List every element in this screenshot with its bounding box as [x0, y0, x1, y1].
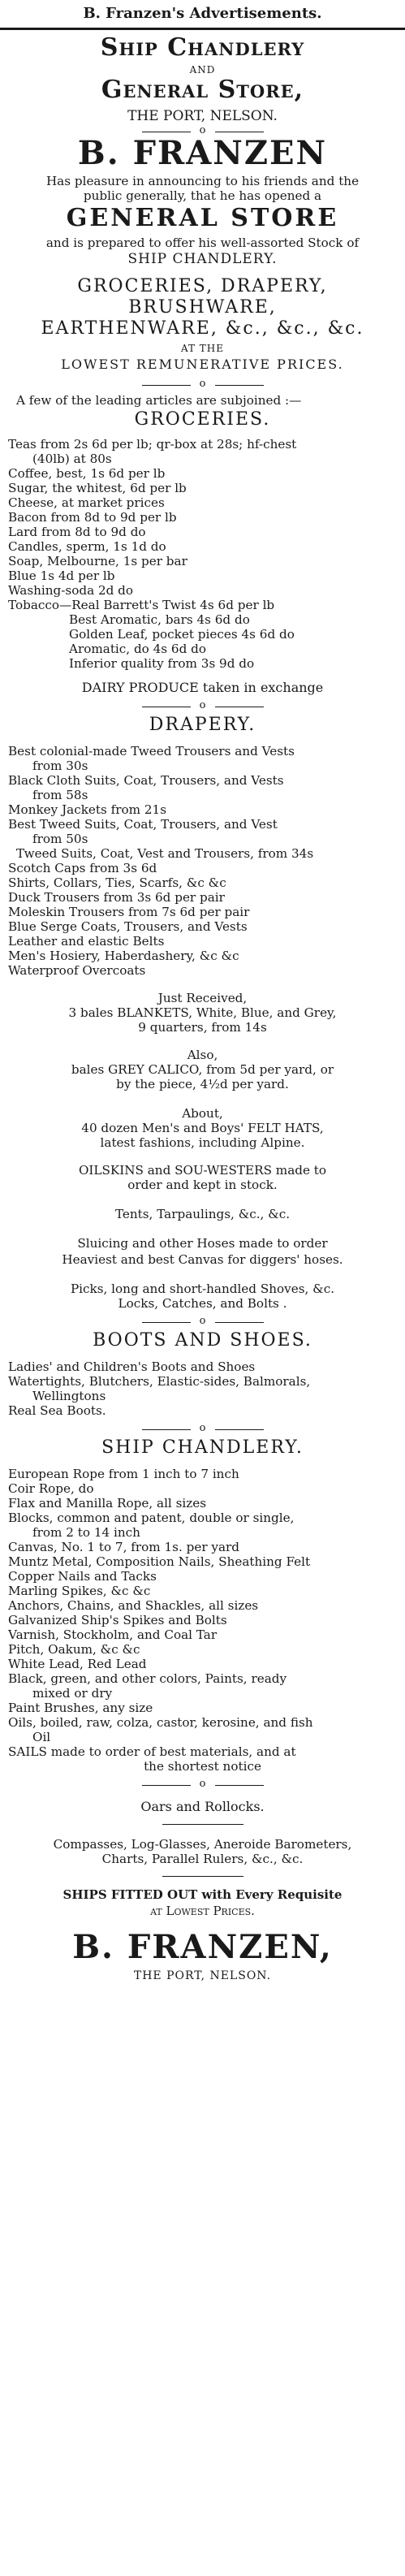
general-store-heading: GENERAL STORE [66, 204, 339, 232]
page-header: B. Franzen's Advertisements. [83, 5, 322, 22]
blankets-line: 9 quarters, from 14s [138, 1020, 267, 1035]
drapery-item: Moleskin Trousers from 7s 6d per pair [8, 905, 250, 919]
drapery-item: Duck Trousers from 3s 6d per pair [8, 890, 225, 905]
chandlery-item: Varnish, Stockholm, and Coal Tar [8, 1627, 218, 1642]
grocery-item: Coffee, best, 1s 6d per lb [8, 466, 166, 481]
drapery-item: Monkey Jackets from 21s [8, 802, 167, 817]
boots-heading: BOOTS AND SHOES. [93, 1330, 312, 1351]
separator-mark: o [199, 1778, 206, 1790]
drapery-item: Best colonial-made Tweed Trousers and Vests [8, 744, 295, 759]
felt-hats-line: 40 dozen Men's and Boys' FELT HATS, [81, 1121, 324, 1135]
tents-line: Tents, Tarpaulings, &c., &c. [114, 1207, 291, 1221]
chandlery-item: SAILS made to order of best materials, and at [8, 1744, 296, 1759]
tobacco-item: Aromatic, do 4s 6d do [69, 642, 207, 656]
drapery-item: from 58s [32, 788, 88, 802]
drapery-item: from 50s [32, 832, 88, 846]
title-general-store: General Store, [101, 76, 304, 104]
felt-hats-line: latest fashions, including Alpine. [100, 1135, 305, 1150]
chandlery-item: Oils, boiled, raw, colza, castor, kerosine, and fish [8, 1715, 313, 1730]
chandlery-item: White Lead, Red Lead [8, 1657, 147, 1671]
grocery-item: Teas from 2s 6d per lb; qr-box at 28s; hf-chest [8, 437, 297, 452]
chandlery-item: Oil [32, 1730, 51, 1744]
header-rule [0, 28, 405, 30]
boots-item: Ladies' and Children's Boots and Shoes [8, 1359, 256, 1374]
separator-mark: o [199, 124, 206, 136]
chandlery-item: mixed or dry [32, 1686, 113, 1701]
intro-line: public generally, that he has opened a [83, 188, 322, 203]
groceries-heading: GROCERIES. [134, 409, 271, 430]
drapery-item: Leather and elastic Belts [8, 934, 165, 949]
offer-at-the: AT THE [180, 343, 225, 354]
sluicing-line: Heaviest and best Canvas for diggers' hoses. [62, 1252, 343, 1267]
chandlery-item: Copper Nails and Tacks [8, 1569, 157, 1584]
footer-location: THE PORT, NELSON. [133, 1969, 272, 1982]
tobacco-item: Golden Leaf, pocket pieces 4s 6d do [69, 627, 295, 642]
drapery-heading: DRAPERY. [149, 715, 256, 735]
boots-item: Wellingtons [32, 1389, 106, 1403]
short-rule [162, 1876, 243, 1877]
intro-ship-chandlery: SHIP CHANDLERY. [127, 251, 278, 267]
drapery-item: Best Tweed Suits, Coat, Trousers, and Vest [8, 817, 278, 832]
just-received-label: Just Received, [157, 991, 248, 1005]
chandlery-item: Flax and Manilla Rope, all sizes [8, 1496, 207, 1511]
grocery-item: Candles, sperm, 1s 1d do [8, 539, 166, 554]
offer-line: GROCERIES, DRAPERY, [77, 276, 328, 296]
oars-line: Oars and Rollocks. [140, 1799, 265, 1814]
separator-line-right [215, 1429, 264, 1430]
short-rule [162, 1824, 243, 1825]
groceries-intro: A few of the leading articles are subjoined :— [16, 393, 302, 408]
chandlery-item: Muntz Metal, Composition Nails, Sheathing Felt [8, 1554, 311, 1569]
grocery-item: Soap, Melbourne, 1s per bar [8, 554, 187, 568]
offer-prices: LOWEST REMUNERATIVE PRICES. [61, 357, 344, 372]
grocery-item: Sugar, the whitest, 6d per lb [8, 481, 187, 495]
chandlery-item: Paint Brushes, any size [8, 1701, 153, 1715]
grocery-item: (40lb) at 80s [32, 452, 112, 466]
offer-line: EARTHENWARE, &c., &c., &c. [41, 318, 364, 339]
separator-mark: o [199, 1315, 206, 1327]
separator-line-right [215, 1322, 264, 1323]
title-location: THE PORT, NELSON. [127, 108, 278, 124]
also-label: Also, [187, 1048, 218, 1062]
drapery-item: Men's Hosiery, Haberdashery, &c &c [8, 949, 239, 963]
chandlery-item: from 2 to 14 inch [32, 1525, 140, 1540]
about-label: About, [182, 1106, 223, 1121]
fitted-out-line: at Lowest Prices. [150, 1904, 255, 1918]
chandlery-item: Pitch, Oakum, &c &c [8, 1642, 140, 1657]
grocery-item: Washing-soda 2d do [8, 583, 134, 598]
fitted-out-line: SHIPS FITTED OUT with Every Requisite [62, 1887, 343, 1902]
boots-item: Watertights, Blutchers, Elastic-sides, Balmorals, [8, 1374, 311, 1389]
oilskins-line: OILSKINS and SOU-WESTERS made to [78, 1163, 327, 1178]
drapery-item: Waterproof Overcoats [8, 963, 146, 978]
oilskins-line: order and kept in stock. [127, 1178, 278, 1192]
compasses-line: Compasses, Log-Glasses, Aneroide Barometers, [53, 1837, 352, 1852]
chandlery-item: Blocks, common and patent, double or single, [8, 1511, 295, 1525]
calico-line: bales GREY CALICO, from 5d per yard, or [71, 1062, 334, 1077]
compasses-line: Charts, Parallel Rulers, &c., &c. [101, 1852, 304, 1866]
grocery-item: Blue 1s 4d per lb [8, 568, 115, 583]
grocery-item: Lard from 8d to 9d do [8, 525, 146, 539]
drapery-item: Black Cloth Suits, Coat, Trousers, and Vests [8, 773, 284, 788]
chandlery-item: Coir Rope, do [8, 1481, 94, 1496]
separator-line-right [215, 385, 264, 386]
ship-chandlery-heading: SHIP CHANDLERY. [101, 1437, 304, 1458]
boots-item: Real Sea Boots. [8, 1403, 106, 1418]
grocery-item: Tobacco—Real Barrett's Twist 4s 6d per lb [8, 598, 275, 612]
chandlery-item: Black, green, and other colors, Paints, ready [8, 1671, 287, 1686]
drapery-item: Scotch Caps from 3s 6d [8, 861, 157, 875]
chandlery-item: Canvas, No. 1 to 7, from 1s. per yard [8, 1540, 240, 1554]
intro-line: Has pleasure in announcing to his friends and the [45, 174, 360, 188]
drapery-item: Tweed Suits, Coat, Vest and Trousers, from 34s [16, 846, 314, 861]
title-ship-chandlery: Ship Chandlery [100, 33, 305, 62]
dairy-produce-note: DAIRY PRODUCE taken in exchange [81, 680, 324, 695]
blankets-line: 3 bales BLANKETS, White, Blue, and Grey, [68, 1005, 337, 1020]
picks-line: Picks, long and short-handled Shoves, &c. [70, 1282, 335, 1296]
sluicing-line: Sluicing and other Hoses made to order [77, 1236, 328, 1251]
offer-line: BRUSHWARE, [128, 297, 277, 318]
chandlery-item: the shortest notice [144, 1759, 261, 1774]
chandlery-item: Anchors, Chains, and Shackles, all sizes [8, 1598, 259, 1613]
calico-line: by the piece, 4½d per yard. [116, 1077, 289, 1091]
chandlery-item: Galvanized Ship's Spikes and Bolts [8, 1613, 227, 1627]
grocery-item: Cheese, at market prices [8, 495, 165, 510]
separator-mark: o [199, 378, 206, 390]
grocery-item: Bacon from 8d to 9d per lb [8, 510, 177, 525]
intro-line: and is prepared to offer his well-assorted Stock of [45, 236, 360, 250]
tobacco-item: Best Aromatic, bars 4s 6d do [69, 612, 250, 627]
footer-merchant-name: B. FRANZEN, [72, 1928, 333, 1966]
picks-line: Locks, Catches, and Bolts . [118, 1296, 287, 1311]
separator-line-right [215, 1785, 264, 1786]
tobacco-item: Inferior quality from 3s 9d do [69, 656, 255, 671]
separator-mark: o [199, 1422, 206, 1434]
drapery-item: Shirts, Collars, Ties, Scarfs, &c &c [8, 875, 226, 890]
merchant-name: B. FRANZEN [77, 134, 328, 172]
drapery-item: from 30s [32, 759, 88, 773]
separator-mark: o [199, 699, 206, 711]
drapery-item: Blue Serge Coats, Trousers, and Vests [8, 919, 248, 934]
chandlery-item: European Rope from 1 inch to 7 inch [8, 1467, 239, 1481]
chandlery-item: Marling Spikes, &c &c [8, 1584, 151, 1598]
title-and: AND [189, 64, 216, 76]
